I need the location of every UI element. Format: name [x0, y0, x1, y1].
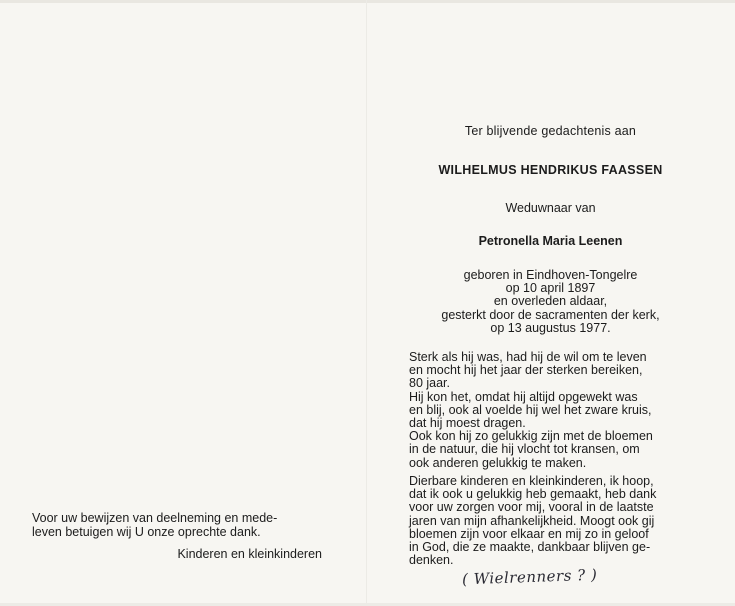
tribute-line: voor uw zorgen voor mij, vooral in de laatste: [409, 500, 654, 515]
tribute-paragraph-2: [409, 475, 699, 567]
spouse-name: Petronella Maria Leenen: [478, 234, 623, 248]
life-line: op 13 augustus 1977.: [490, 320, 611, 335]
handwritten-annotation: ( Wielrenners ? ): [461, 565, 598, 589]
tribute-line: dat hij moest dragen.: [409, 416, 526, 431]
tribute-line: dat ik ook u gelukkig heb gemaakt, heb dank: [409, 487, 657, 502]
tribute-line: en blij, ook al voelde hij wel het zware kruis,: [409, 402, 652, 417]
tribute-line: Ook kon hij zo gelukkig zijn met de bloemen: [409, 429, 653, 444]
tribute-line: in God, die ze maakte, dankbaar blijven ge-: [409, 540, 651, 555]
life-line: geboren in Eindhoven-Tongelre: [463, 268, 638, 282]
tribute-line: Sterk als hij was, had hij de wil om te leven: [409, 350, 647, 364]
life-line: op 10 april 1897: [505, 281, 596, 296]
tribute-line: bloemen zijn voor elkaar en mij zo in geloof: [409, 526, 649, 541]
card-top-edge: [0, 0, 735, 3]
thanks-line: leven betuigen wij U onze oprechte dank.: [32, 524, 261, 539]
tribute-line: 80 jaar.: [409, 376, 451, 391]
tribute-line: in de natuur, die hij vlocht tot kransen, om: [409, 442, 640, 457]
tribute-line: denken.: [409, 553, 454, 568]
tribute-line: en mocht hij het jaar der sterken bereiken,: [409, 363, 643, 378]
tribute-line: Dierbare kinderen en kleinkinderen, ik hoop,: [409, 474, 654, 488]
tribute-paragraph-1: [409, 351, 699, 470]
life-details: [366, 269, 735, 335]
thanks-text: [32, 512, 324, 539]
tribute-line: ook anderen gelukkig te maken.: [409, 455, 587, 470]
life-line: gesterkt door de sacramenten der kerk,: [441, 307, 660, 322]
life-line: en overleden aldaar,: [493, 294, 608, 309]
tribute-line: jaren van mijn afhankelijkheid. Moogt ook gij: [409, 513, 655, 528]
tribute-line: Hij kon het, omdat hij altijd opgewekt was: [409, 389, 638, 404]
spouse-intro: Weduwnaar van: [505, 201, 596, 215]
family-signature: Kinderen en kleinkinderen: [177, 547, 322, 561]
thanks-line: Voor uw bewijzen van deelneming en mede-: [32, 511, 278, 525]
memorial-intro: Ter blijvende gedachtenis aan: [464, 124, 637, 138]
deceased-name: WILHELMUS HENDRIKUS FAASSEN: [438, 163, 663, 177]
